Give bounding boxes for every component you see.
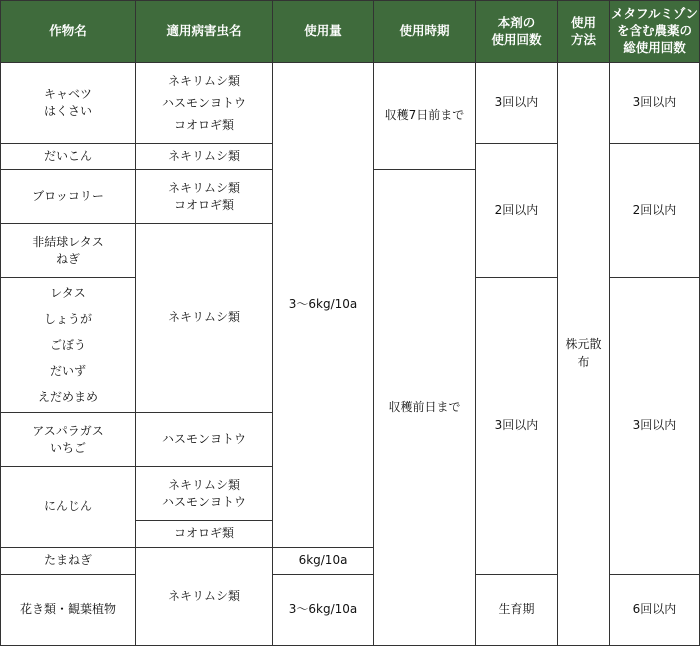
crop-cell [1, 413, 136, 467]
crop-name: アスパラガス [32, 423, 104, 438]
amount-cell: 6kg/10a [273, 548, 374, 575]
crop-name: たまねぎ [1, 548, 136, 575]
pest-name: ネキリムシ類 [167, 74, 240, 88]
count-cell: 6回以内 [610, 575, 700, 646]
pest-name: ハスモンヨトウ [161, 494, 246, 509]
header-count: 本剤の 使用回数 [476, 1, 558, 63]
crop-cell [1, 278, 136, 413]
total-cell: 3回以内 [610, 278, 700, 575]
pest-cell [136, 170, 273, 224]
pest-name: ネキリムシ類 [167, 180, 240, 195]
pest-name: コオロギ類 [136, 521, 273, 548]
crop-name: ブロッコリー [1, 170, 136, 224]
crop-name: 非結球レタス [32, 234, 104, 249]
crop-cell [1, 63, 136, 144]
count-cell: 3回以内 [476, 278, 558, 575]
crop-name: 花き類・観葉植物 [1, 575, 136, 646]
pest-name: コオロギ類 [173, 118, 234, 132]
count-cell: 3回以内 [476, 63, 558, 144]
crop-name: ねぎ [55, 251, 80, 266]
header-crop: 作物名 [1, 1, 136, 63]
timing-cell: 収穫前日まで [374, 170, 476, 646]
header-timing: 使用時期 [374, 1, 476, 63]
crop-cell [1, 224, 136, 278]
crop-name: にんじん [1, 467, 136, 548]
header-total: メタフルミゾン を含む農薬の 総使用回数 [610, 1, 700, 63]
header-pest: 適用病害虫名 [136, 1, 273, 63]
crop-name: はくさい [43, 104, 92, 118]
total-cell: 2回以内 [610, 144, 700, 278]
pest-name: ネキリムシ類 [136, 548, 273, 646]
pest-name: ネキリムシ類 [136, 144, 273, 170]
timing-cell: 生育期 [476, 575, 558, 646]
pest-name: コオロギ類 [173, 197, 234, 212]
crop-name: キャベツ [43, 87, 92, 101]
amount-cell: 3～6kg/10a [273, 63, 374, 548]
pest-name: ハスモンヨトウ [161, 96, 246, 110]
crop-name: えだめまめ [37, 390, 98, 404]
amount-cell: 3～6kg/10a [273, 575, 374, 646]
pest-name: ネキリムシ類 [136, 224, 273, 413]
crop-name: だいこん [1, 144, 136, 170]
timing-cell: 収穫7日前まで [374, 63, 476, 170]
crop-name: いちご [49, 440, 86, 455]
crop-name: だいず [49, 364, 86, 378]
header-amount: 使用量 [273, 1, 374, 63]
crop-name: ごぼう [49, 338, 86, 352]
pest-name: ネキリムシ類 [167, 477, 240, 492]
header-method: 使用 方法 [558, 1, 610, 63]
total-cell: 3回以内 [610, 63, 700, 144]
pest-cell [136, 467, 273, 521]
pest-cell [136, 63, 273, 144]
header-row [1, 1, 700, 63]
pest-name: ハスモンヨトウ [136, 413, 273, 467]
crop-name: しょうが [43, 312, 92, 326]
count-cell: 2回以内 [476, 144, 558, 278]
crop-name: レタス [50, 286, 86, 300]
table-row [1, 63, 700, 144]
method-cell: 株元散 布 [558, 63, 610, 646]
